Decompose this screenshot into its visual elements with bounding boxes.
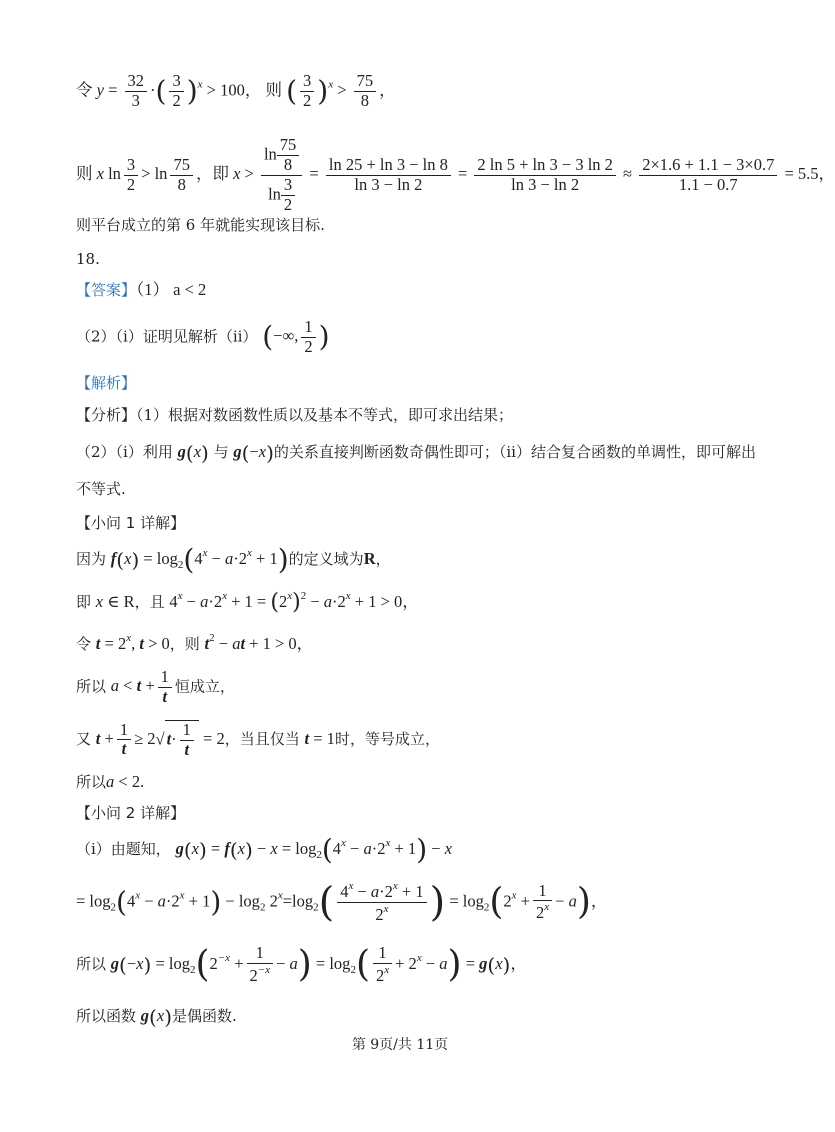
equation-line-2: 则 x ln $\frac{3}{2}$ > ln $\frac{75}{8}$ ，即 x > ln $\frac{75}{8}$ ln $\frac{3}{2}$ = $\frac{\ln 25 + \ln 3 - \ln 8}{\ln 3 - \ln 2}$ = $\frac{2 \ln 5 + \ln 3 - 3 \ln 2}{\ln 3 - \ln 2}$ ≈ $\frac{2\times 1.6 + 1.1 - 3\times 0.7}{1.1 - 0.7}$ = 5.5， [76, 135, 835, 214]
text-ling: 令 [76, 80, 93, 100]
sub1-l3a: 令 [76, 635, 92, 653]
text-ze-2: 则 [76, 164, 93, 184]
sub1-l2b: ，且 [134, 593, 165, 611]
sub1-l6: 所以 [76, 773, 107, 791]
fenxi-text-1: （1）根据对数函数性质以及基本不等式，即可求出结果； [136, 406, 514, 424]
sub1-l1b: 的定义域为 [288, 549, 364, 568]
sub1-line-5: 又 t + $\frac{1}{t}$ ≥ 2√ t· $\frac{1}{t}$ = 2，当且仅当 t = 1时，等号成立， [76, 719, 440, 759]
text-ze: 则 [265, 80, 282, 100]
sub1-line-6: 所以a < 2. [76, 772, 145, 791]
sub2-l1a: （ⅰ）由题知， [76, 839, 171, 858]
fenxi-line-2: （2）（ⅰ）利用 g(x) 与 g(−x)的关系直接判断函数奇偶性即可；（ⅱ）结合复合函数的单调性，即可解出 [76, 441, 757, 466]
fenxi-text-2c: 的关系直接判断函数奇偶性即可；（ⅱ）结合复合函数的单调性，即可解出 [273, 443, 757, 461]
sub1-l5b: ，当且仅当 [224, 729, 300, 748]
sub2-l3a: 所以 [76, 954, 107, 973]
answer-part2: （2）（ⅰ）证明见解析（ⅱ） [76, 327, 258, 346]
sub2-line-2: = $\log_2(4^x - a\cdot 2^x + 1) - \log_2 2^x=\log_2$( $\frac{4^x - a\cdot 2^x + 1}{2^x}$ ) = $\log_2(2^x$ + $\frac{1}{2^x}$ − a)， [76, 879, 608, 926]
answer-part1: （1） a < 2 [136, 280, 207, 299]
fenxi-line-3: 不等式. [76, 480, 126, 498]
analysis-tag: 【解析】 [76, 374, 137, 392]
sub2-l4b: 是偶函数. [172, 1007, 237, 1025]
answer-line-2: （2）（ⅰ）证明见解析（ⅱ） (−∞, $\frac{1}{2}$ ) [76, 317, 330, 356]
sub1-l1a: 因为 [76, 549, 107, 568]
answer-line-1 [76, 280, 206, 300]
sub1-l4b: 恒成立， [174, 677, 235, 696]
answer-tag: 【答案】 [76, 281, 137, 299]
sub1-l3b: ，则 [169, 635, 200, 653]
sub2-l4: 所以函数 [76, 1007, 137, 1025]
fenxi-text-2b: 与 [213, 443, 229, 461]
approx-result: = 5.5， [784, 164, 835, 184]
sub1-l1-end: ， [375, 549, 391, 568]
sub2-line-4: 所以函数 g(x)是偶函数. [76, 1005, 237, 1030]
sub2-title: 【小问 2 详解】 [76, 804, 186, 822]
fenxi-tag: 【分析】 [76, 406, 137, 424]
sub1-line-2: 即 x ∈ R，且 $4^x - a\cdot 2^x + 1 = (2^x)^2 - a\cdot 2^x + 1 > 0$， [76, 590, 419, 616]
sub1-l5c: 时，等号成立， [334, 729, 440, 748]
sub1-line-1: 因为 $f(x) = \log_2(4^x - a\cdot 2^x + 1)$的定义域为R， [76, 543, 391, 576]
fenxi-text-2a: （2）（ⅰ）利用 [76, 443, 173, 461]
sub1-line-3: 令 $t = 2^x$, t > 0，则 $t^2$ − at + 1 > 0， [76, 632, 314, 653]
sub2-line-1: （ⅰ）由题知， $g(x) = f(x) - x = \log_2(4^x - a\cdot 2^x + 1) - x$ [76, 833, 453, 866]
sub1-l5a: 又 [76, 729, 92, 748]
equation-line-1: 令 y = $\frac{32}{3}$ ·( $\frac{3}{2}$ )$^x$ > 100， 则 ( $\frac{3}{2}$ )$^x$ > $\frac{75}{8}$ ， [76, 71, 396, 110]
sub1-line-4: 所以 a < t + $\frac{1}{t}$ 恒成立， [76, 667, 235, 706]
sub1-l4a: 所以 [76, 677, 107, 696]
question-number: 18. [76, 250, 100, 268]
sub1-l2a: 即 [76, 593, 92, 611]
conclusion-line: 则平台成立的第 6 年就能实现该目标. [76, 216, 325, 234]
fenxi-line-1 [76, 406, 513, 424]
real-set-symbol: R [363, 548, 376, 568]
sub2-line-3: 所以 $g(-x) = \log_2(2^{-x}$ + $\frac{1}{2^{-x}}$ − $a) = \log_2$( $\frac{1}{2^x}$ + $2^x - a) = g(x)$， [76, 943, 527, 985]
sub1-title: 【小问 1 详解】 [76, 514, 186, 532]
page-footer: 第 9页/共 11页 [351, 1037, 449, 1053]
text-ji: ，即 [195, 164, 229, 184]
